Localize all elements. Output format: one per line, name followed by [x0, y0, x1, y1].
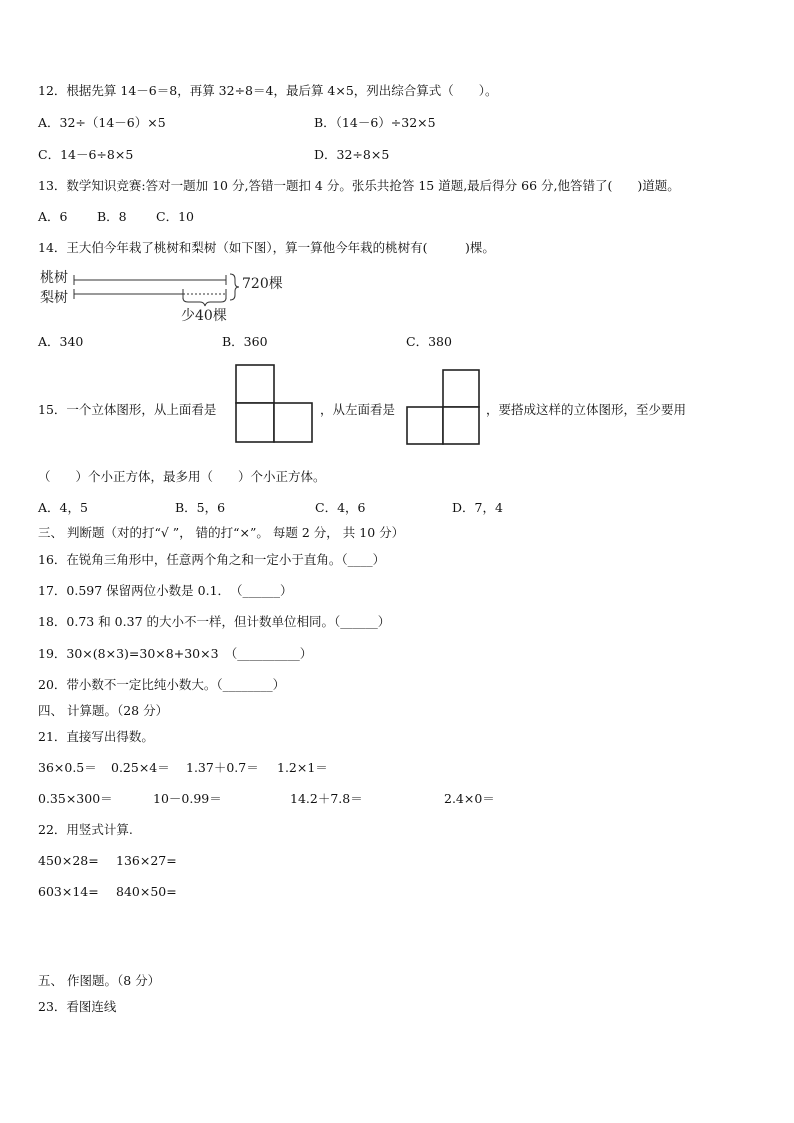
q15-stem-part2: ，从左面看是: [320, 402, 396, 417]
q21-item: 1.37＋0.7＝: [186, 760, 259, 775]
q22-item: 603×14=: [38, 884, 99, 899]
q14-option-b: B．360: [222, 334, 268, 349]
q13-stem: 13．数学知识竞赛:答对一题加 10 分,答错一题扣 4 分。张乐共抢答 15 道题,最后得分 66 分,他答错了( )道题。: [38, 178, 680, 193]
q15-stem-part1: 15．一个立体图形，从上面看是: [38, 402, 217, 417]
q12-option-a: A．32÷（14－6）×5: [38, 115, 166, 130]
q18: 18．0.73 和 0.37 的大小不一样，但计数单位相同。（______）: [38, 614, 391, 629]
q21-item: 1.2×1＝: [277, 760, 328, 775]
q22-stem: 22．用竖式计算.: [38, 822, 133, 837]
section5-title: 五、 作图题。（8 分）: [38, 973, 161, 988]
q12-option-b: B．（14－6）÷32×5: [314, 115, 436, 130]
q22-item: 136×27=: [116, 853, 177, 868]
q20: 20．带小数不一定比纯小数大。（________）: [38, 677, 286, 692]
q21-item: 2.4×0＝: [444, 791, 495, 806]
q15-stem-part3: ，要搭成这样的立体图形，至少要用: [486, 402, 687, 417]
q21-item: 36×0.5＝: [38, 760, 97, 775]
q21-item: 10－0.99＝: [153, 791, 222, 806]
q13-option-b: B．8: [97, 209, 127, 224]
q14-stem: 14．王大伯今年栽了桃树和梨树（如下图），算一算他今年栽的桃树有( )棵。: [38, 240, 495, 255]
q12-option-c: C．14－6÷8×5: [38, 147, 134, 162]
q15-option-a: A．4，5: [38, 500, 88, 515]
q12-stem: 12．根据先算 14－6＝8，再算 32÷8＝4，最后算 4×5，列出综合算式（ ）。: [38, 83, 498, 98]
q15-left-view: [406, 369, 482, 447]
q22-item: 840×50=: [116, 884, 177, 899]
q15-top-view: [235, 364, 315, 446]
section4-title: 四、 计算题。（28 分）: [38, 703, 169, 718]
q19: 19．30×(8×3)=30×8+30×3 （__________）: [38, 646, 313, 661]
q15-option-c: C．4，6: [315, 500, 366, 515]
q15-stem-line2: （ ）个小正方体，最多用（ ）个小正方体。: [38, 469, 326, 484]
q14-option-a: A．340: [38, 334, 84, 349]
q22-item: 450×28=: [38, 853, 99, 868]
q14-option-c: C．380: [406, 334, 452, 349]
q14-less-label: 少40棵: [181, 308, 227, 324]
q15-option-b: B．5，6: [175, 500, 226, 515]
q13-option-a: A．6: [38, 209, 68, 224]
q21-stem: 21．直接写出得数。: [38, 729, 154, 744]
q14-total-label: 720棵: [242, 276, 283, 292]
q14-line-diagram: [0, 0, 794, 340]
q21-item: 0.35×300＝: [38, 791, 113, 806]
q16: 16．在锐角三角形中，任意两个角之和一定小于直角。（____）: [38, 552, 386, 567]
q15-option-d: D．7，4: [452, 500, 503, 515]
q21-item: 14.2＋7.8＝: [290, 791, 363, 806]
q14-label-peach: 桃树: [40, 270, 68, 286]
q17: 17．0.597 保留两位小数是 0.1． （______）: [38, 583, 293, 598]
q21-item: 0.25×4＝: [111, 760, 170, 775]
q13-option-c: C．10: [156, 209, 194, 224]
q12-option-d: D．32÷8×5: [314, 147, 390, 162]
q14-total-brace: [230, 274, 239, 300]
q23: 23．看图连线: [38, 999, 117, 1014]
section3-title: 三、 判断题（对的打“√ ”， 错的打“×”。 每题 2 分， 共 10 分）: [38, 525, 405, 540]
q14-label-pear: 梨树: [40, 290, 68, 306]
